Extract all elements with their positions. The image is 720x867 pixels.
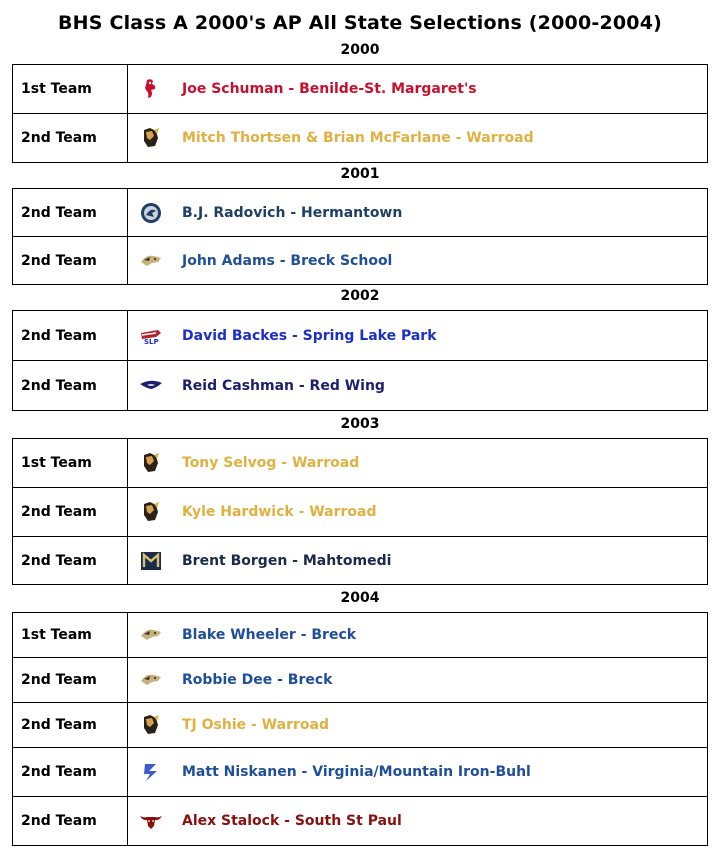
player-cell <box>128 537 708 585</box>
table-row <box>13 114 708 163</box>
player-cell <box>128 488 708 537</box>
player-cell <box>128 748 708 797</box>
mustang-logo-icon <box>138 668 164 692</box>
player-cell <box>128 237 708 285</box>
player-name: David Backes - Spring Lake Park <box>182 327 437 344</box>
player-cell <box>128 65 708 114</box>
year-heading-2003: 2003 <box>340 416 380 432</box>
player-name: Joe Schuman - Benilde-St. Margaret's <box>182 81 477 97</box>
team-label: 1st Team <box>13 65 128 114</box>
svg-text:SLP: SLP <box>144 337 159 346</box>
year-heading-2002: 2002 <box>340 288 380 304</box>
player-cell <box>128 114 708 163</box>
table-row <box>13 797 708 846</box>
team-label: 2nd Team <box>13 703 128 748</box>
wingshead-logo-icon <box>138 374 164 398</box>
year-heading-2004: 2004 <box>340 590 380 606</box>
table-row <box>13 237 708 285</box>
player-name: B.J. Radovich - Hermantown <box>182 204 403 221</box>
table-row <box>13 613 708 658</box>
team-label: 2nd Team <box>13 488 128 537</box>
hawk-circle-logo-icon <box>138 201 164 225</box>
year-heading-2001: 2001 <box>340 166 380 182</box>
table-row <box>13 488 708 537</box>
warroad-warrior-head-logo-icon <box>138 126 164 150</box>
team-label: 2nd Team <box>13 658 128 703</box>
player-name: Brent Borgen - Mahtomedi <box>182 552 392 569</box>
packer-bull-logo-icon <box>138 809 164 833</box>
player-name: Matt Niskanen - Virginia/Mountain Iron-Buhl <box>182 764 531 780</box>
table-row <box>13 65 708 114</box>
player-name: Tony Selvog - Warroad <box>182 455 360 471</box>
player-name: Reid Cashman - Red Wing <box>182 377 385 394</box>
player-cell <box>128 311 708 361</box>
mustang-logo-icon <box>138 249 164 273</box>
player-cell <box>128 361 708 411</box>
team-label: 2nd Team <box>13 537 128 585</box>
player-cell <box>128 439 708 488</box>
table-row <box>13 189 708 237</box>
player-cell <box>128 658 708 703</box>
table-row <box>13 658 708 703</box>
team-label: 2nd Team <box>13 748 128 797</box>
player-name: Mitch Thortsen & Brian McFarlane - Warroad <box>182 130 534 146</box>
team-label: 2nd Team <box>13 237 128 285</box>
mustang-logo-icon <box>138 623 164 647</box>
table-row <box>13 439 708 488</box>
team-label: 2nd Team <box>13 189 128 237</box>
table-row <box>13 311 708 361</box>
team-label: 2nd Team <box>13 361 128 411</box>
team-label: 2nd Team <box>13 114 128 163</box>
team-label: 1st Team <box>13 439 128 488</box>
player-name: TJ Oshie - Warroad <box>182 717 329 733</box>
selection-table-2004 <box>12 612 708 846</box>
player-cell <box>128 189 708 237</box>
player-name: John Adams - Breck School <box>182 252 393 269</box>
team-label: 2nd Team <box>13 311 128 361</box>
player-cell <box>128 797 708 846</box>
team-label: 2nd Team <box>13 797 128 846</box>
selection-table-2003 <box>12 438 708 585</box>
selection-table-2000 <box>12 64 708 163</box>
team-label: 1st Team <box>13 613 128 658</box>
warroad-warrior-head-logo-icon <box>138 451 164 475</box>
panther-logo-icon <box>138 324 164 348</box>
warroad-warrior-head-logo-icon <box>138 500 164 524</box>
page-title: BHS Class A 2000's AP All State Selections (2000-2004) <box>57 12 663 34</box>
table-row <box>13 537 708 585</box>
selection-table-2002 <box>12 310 708 411</box>
selection-table-2001 <box>12 188 708 285</box>
table-row <box>13 748 708 797</box>
player-cell <box>128 703 708 748</box>
player-name: Kyle Hardwick - Warroad <box>182 504 377 520</box>
player-cell <box>128 613 708 658</box>
red-knight-logo-icon <box>138 77 164 101</box>
player-name: Robbie Dee - Breck <box>182 672 333 688</box>
player-name: Blake Wheeler - Breck <box>182 627 357 643</box>
table-row <box>13 361 708 411</box>
warroad-warrior-head-logo-icon <box>138 713 164 737</box>
m-block-logo-icon <box>138 549 164 573</box>
year-heading-2000: 2000 <box>340 42 380 58</box>
table-row <box>13 703 708 748</box>
blue-devil-logo-icon <box>138 760 164 784</box>
player-name: Alex Stalock - South St Paul <box>182 813 402 829</box>
